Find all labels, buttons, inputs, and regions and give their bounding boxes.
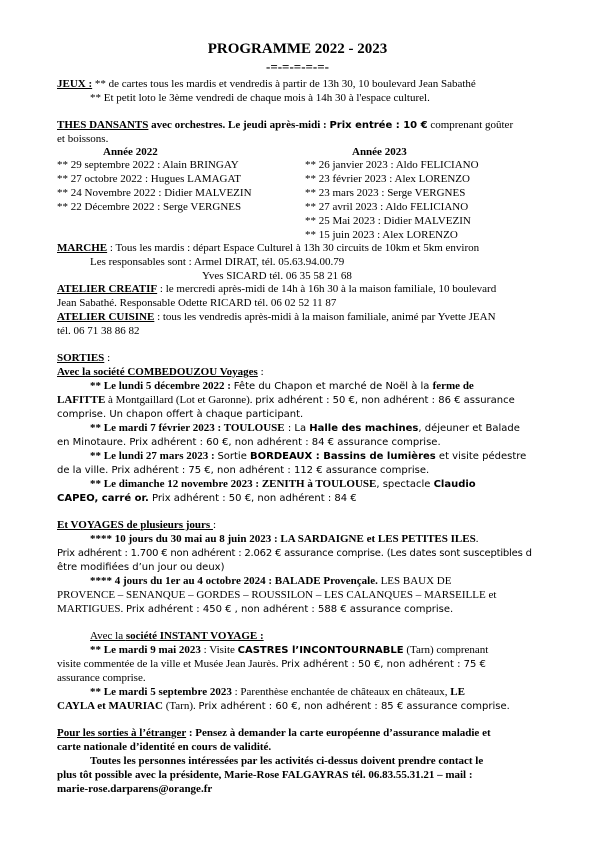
- date-2022-item: ** 22 Décembre 2022 : Serge VERGNES: [57, 201, 242, 213]
- trip-4-price: Prix adhérent : 50 €, non adhérent : 84 €: [148, 493, 357, 504]
- voyage-1-title: **** 10 jours du 30 mai au 8 juin 2023 : LA SARDAIGNE et LES PETITES ILES: [90, 533, 476, 545]
- voyages-label: Et VOYAGES de plusieurs jours: [57, 519, 213, 531]
- voyage-1-line-3: être modifiées d’un jour ou deux): [57, 562, 225, 573]
- voyage-1-line-2: Prix adhérent : 1.700 € non adhérent : 2.062 € assurance comprise. (Les dates sont susceptibles d: [57, 548, 532, 559]
- trip-2-desc-2: , déjeuner et Balade: [418, 423, 520, 434]
- date-2022-item: ** 29 septembre 2022 : Alain BRINGAY: [57, 159, 239, 171]
- combedouzou-heading: [57, 366, 264, 380]
- atelier-cuisine-label: ATELIER CUISINE: [57, 311, 155, 323]
- trip-3-line-2: de la ville. Prix adhérent : 75 €, non adhérent : 112 € assurance comprise.: [57, 465, 430, 476]
- instant-2-desc: : Parenthèse enchantée de châteaux en châteaux,: [231, 686, 451, 698]
- instant-2-line-2: [57, 700, 510, 714]
- sorties-heading: [57, 352, 110, 366]
- date-2023-item: ** 23 mars 2023 : Serge VERGNES: [305, 187, 466, 199]
- voyage-2-line-3: [57, 603, 453, 617]
- atelier-cuisine-text-1: : tous les vendredis après-midi à la maison familiale, animé par Yvette JEAN: [154, 311, 496, 323]
- voyages-heading: [57, 519, 216, 533]
- voyage-1-line-1: [90, 533, 478, 547]
- trip-1-line-3: comprise. Un chapon offert à chaque participant.: [57, 409, 304, 420]
- etranger-label: Pour les sorties à l’étranger: [57, 727, 187, 739]
- instant-1-desc-2: (Tarn) comprenant: [403, 644, 489, 656]
- trip-1-date: ** Le lundi 5 décembre 2022 :: [90, 380, 234, 392]
- marche-line-2: Les responsables sont : Armel DIRAT, tél. 05.63.94.00.79: [90, 256, 345, 268]
- marche-line-3: Yves SICARD tél. 06 35 58 21 68: [202, 270, 352, 282]
- trip-2-venue: Halle des machines: [309, 423, 419, 434]
- sorties-label: SORTIES: [57, 352, 105, 364]
- etranger-line-1: [57, 727, 491, 741]
- trip-4-artist: Claudio: [433, 479, 476, 490]
- trip-2-date: ** Le mardi 7 février 2023 : TOULOUSE: [90, 422, 285, 434]
- trip-4-line-1: [90, 478, 476, 492]
- instant-1-date: ** Le mardi 9 mai 2023: [90, 644, 201, 656]
- instant-2-line-1: [90, 686, 465, 700]
- atelier-creatif-label: ATELIER CREATIF: [57, 283, 158, 295]
- voyages-tail: :: [212, 519, 217, 531]
- trip-4-artist-2: CAPEO, carré or.: [57, 493, 149, 504]
- jeux-line-2: ** Et petit loto le 3ème vendredi de chaque mois à 14h 30 à l'espace culturel.: [90, 92, 430, 104]
- trip-1-place: à Montgaillard (Lot et Garonne).: [105, 394, 256, 406]
- date-2023-item: ** 15 juin 2023 : Alex LORENZO: [305, 229, 458, 241]
- trip-3-venue: BORDEAUX : Bassins de lumières: [250, 451, 436, 462]
- instant-1-line-1: [90, 644, 488, 658]
- atelier-creatif-line-2: Jean Sabathé. Responsable Odette RICARD tél. 06 02 52 11 87: [57, 297, 337, 309]
- trip-2-line-1: [90, 422, 520, 436]
- marche-label: MARCHE: [57, 242, 108, 254]
- page-title: PROGRAMME 2022 - 2023: [207, 41, 388, 57]
- atelier-creatif-text-1: : le mercredi après-midi de 14h à 16h 30 à la maison familiale, 10 boulevard: [157, 283, 497, 295]
- date-2023-item: ** 26 janvier 2023 : Aldo FELICIANO: [305, 159, 479, 171]
- trip-4-desc: , spectacle: [376, 479, 434, 490]
- combedouzou-label: Avec la société COMBEDOUZOU Voyages: [57, 366, 258, 378]
- jeux-label: JEUX :: [57, 78, 93, 90]
- instant-1-venue: CASTRES l’INCONTOURNABLE: [237, 645, 404, 656]
- atelier-cuisine-line-2: tél. 06 71 38 86 82: [57, 325, 140, 337]
- etranger-line-2: carte nationale d’identité en cours de validité.: [57, 741, 272, 753]
- instant-voyage-heading: [90, 630, 264, 644]
- instant-voyage-label: société INSTANT VOYAGE :: [125, 630, 264, 642]
- instant-2-price: Prix adhérent : 60 €, non adhérent : 85 € assurance comprise.: [198, 701, 510, 712]
- instant-voyage-prefix: Avec la: [90, 630, 126, 642]
- instant-2-date: ** Le mardi 5 septembre 2023: [90, 686, 232, 698]
- voyage-2-price: Prix adhérent : 450 € , non adhérent : 588 € assurance comprise.: [126, 604, 454, 615]
- year-2023-heading: Année 2023: [352, 146, 407, 158]
- voyage-2-place: MARTIGUES.: [57, 603, 127, 615]
- trip-3-date: ** Le lundi 27 mars 2023 :: [90, 450, 218, 462]
- voyage-2-line-1: [90, 575, 451, 589]
- voyage-2-line-2: PROVENCE – SENANQUE – GORDES – ROUSSILON – LES CALANQUES – MARSEILLE et: [57, 589, 497, 601]
- date-2023-item: ** 23 février 2023 : Alex LORENZO: [305, 173, 470, 185]
- contact-line-2: plus tôt possible avec la présidente, Marie-Rose FALGAYRAS tél. 06.83.55.31.21 – mail :: [57, 769, 473, 781]
- trip-3-desc: Sortie: [217, 451, 251, 462]
- trip-4-line-2: [57, 492, 357, 506]
- instant-1-line-3: assurance comprise.: [57, 672, 146, 684]
- atelier-cuisine-line-1: [57, 311, 496, 325]
- thes-intro: avec orchestres. Le jeudi après-midi :: [148, 119, 330, 131]
- contact-line-1: Toutes les personnes intéressées par les activités ci-dessus doivent prendre contact le: [90, 755, 484, 767]
- trip-1-line-2: [57, 394, 515, 408]
- title-divider: -=-=-=-=-=-: [265, 59, 329, 74]
- contact-email: marie-rose.darparens@orange.fr: [57, 783, 213, 795]
- marche-line-1: [57, 242, 479, 256]
- year-2022-heading: Année 2022: [103, 146, 158, 158]
- instant-2-venue: LE: [450, 686, 465, 698]
- date-2023-item: ** 27 avril 2023 : Aldo FELICIANO: [305, 201, 469, 213]
- trip-2-desc: : La: [284, 423, 310, 434]
- voyage-2-desc: LES BAUX DE: [377, 575, 452, 587]
- instant-1-price: Prix adhérent : 50 €, non adhérent : 75 €: [281, 659, 486, 670]
- trip-1-venue: ferme de: [432, 380, 474, 392]
- thes-price: Prix entrée : 10 €: [329, 120, 428, 131]
- trip-1-desc: Fête du Chapon et marché de Noël à la: [233, 381, 433, 392]
- instant-1-visit: visite commentée de la ville et Musée Jean Jaurès.: [57, 658, 282, 670]
- thes-label: THES DANSANTS: [57, 119, 149, 131]
- instant-2-region: (Tarn).: [162, 700, 199, 712]
- trip-3-desc-2: et visite pédestre: [435, 451, 527, 462]
- combedouzou-tail: :: [257, 366, 264, 378]
- date-2023-item: ** 25 Mai 2023 : Didier MALVEZIN: [305, 215, 471, 227]
- jeux-text-1: ** de cartes tous les mardis et vendredis à partir de 13h 30, 10 boulevard Jean Sabathé: [92, 78, 476, 90]
- date-2022-item: ** 24 Novembre 2022 : Didier MALVEZIN: [57, 187, 252, 199]
- thes-line-1: [57, 119, 513, 133]
- trip-1-venue-2: LAFITTE: [57, 394, 106, 406]
- trip-1-price: prix adhérent : 50 €, non adhérent : 86 € assurance: [255, 395, 515, 406]
- date-2022-item: ** 27 octobre 2022 : Hugues LAMAGAT: [57, 173, 241, 185]
- trip-1-line-1: [90, 380, 474, 394]
- jeux-line-1: [57, 78, 476, 92]
- marche-text-1: : Tous les mardis : départ Espace Culturel à 13h 30 circuits de 10km et 5km environ: [107, 242, 480, 254]
- instant-1-line-2: [57, 658, 486, 672]
- atelier-creatif-line-1: [57, 283, 496, 297]
- voyage-2-title: **** 4 jours du 1er au 4 octobre 2024 : BALADE Provençale.: [90, 575, 378, 587]
- sorties-colon: :: [104, 352, 111, 364]
- trip-4-date: ** Le dimanche 12 novembre 2023 : ZENITH à TOULOUSE: [90, 478, 377, 490]
- thes-tail: comprenant goûter: [427, 119, 514, 131]
- instant-1-desc: : Visite: [200, 644, 238, 656]
- trip-2-line-2: en Minotaure. Prix adhérent : 60 €, non adhérent : 84 € assurance comprise.: [57, 437, 441, 448]
- thes-line-2: et boissons.: [57, 133, 109, 145]
- instant-2-venue-2: CAYLA et MAURIAC: [57, 700, 163, 712]
- trip-3-line-1: [90, 450, 526, 464]
- etranger-text-1: : Pensez à demander la carte européenne d’assurance maladie et: [186, 727, 491, 739]
- voyage-1-dot: .: [475, 533, 479, 545]
